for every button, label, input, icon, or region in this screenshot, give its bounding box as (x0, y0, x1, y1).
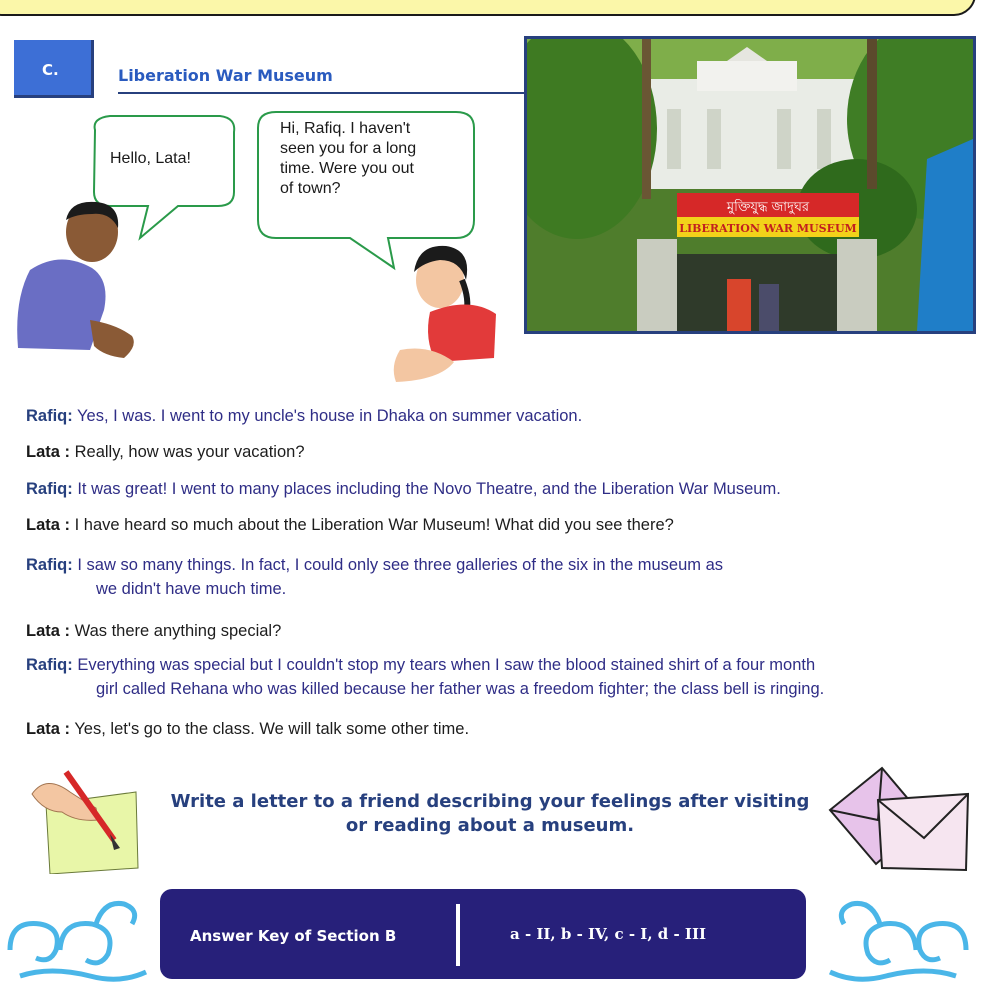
dialogue-text: I saw so many things. In fact, I could only see three galleries of the six in the museum as (77, 556, 723, 574)
dialogue-text-continued: we didn't have much time. (96, 580, 287, 598)
dialogue-text: Yes, let's go to the class. We will talk some other time. (74, 720, 470, 738)
writing-task (160, 790, 820, 838)
writing-hand-icon (26, 764, 146, 874)
speaker-label: Lata : (26, 720, 71, 738)
lata-figure (394, 246, 496, 382)
dialogue-text: Really, how was your vacation? (74, 443, 305, 461)
rafiq-bubble-text: Hello, Lata! (110, 150, 191, 167)
dialogue-text: Yes, I was. I went to my uncle's house in Dhaka on summer vacation. (77, 407, 583, 425)
dialogue-text: Was there anything special? (74, 622, 282, 640)
writing-task-line: or reading about a museum. (345, 815, 635, 836)
section-letter: C. (42, 61, 59, 79)
lata-bubble-line: time. Were you out (280, 160, 414, 177)
speaker-label: Rafiq: (26, 407, 73, 425)
speaker-label: Lata : (26, 516, 71, 534)
answer-key-divider (456, 904, 460, 966)
dialogue-text: It was great! I went to many places including the Novo Theatre, and the Liberation War Museum. (77, 480, 781, 498)
sign-bangla: মুক্তিযুদ্ধ জাদুঘর (726, 200, 810, 215)
sign-english: LIBERATION WAR MUSEUM (679, 222, 857, 235)
lata-bubble-text (280, 119, 465, 199)
section-title: Liberation War Museum (118, 66, 333, 85)
speaker-label: Lata : (26, 443, 71, 461)
rafiq-figure (17, 202, 134, 358)
museum-photo-illustration (527, 39, 973, 331)
section-underline (118, 92, 524, 94)
swirl-ornament-right (816, 880, 976, 984)
dialogue-line (26, 553, 723, 598)
answer-key-value: a - II, b - IV, c - I, d - III (510, 925, 706, 943)
writing-task-line: Write a letter to a friend describing your feelings after visiting (170, 791, 810, 812)
museum-photo (524, 36, 976, 334)
speaker-label: Lata : (26, 622, 71, 640)
dialogue-text: I have heard so much about the Liberation War Museum! What did you see there? (74, 516, 674, 534)
dialogue-line (26, 440, 305, 464)
lata-bubble-line: of town? (280, 180, 341, 197)
dialogue-line (26, 653, 825, 698)
lata-bubble-line: seen you for a long (280, 140, 417, 157)
dialogue-text: Everything was special but I couldn't stop my tears when I saw the blood stained shirt of a four month (77, 656, 816, 674)
answer-key-label: Answer Key of Section B (190, 927, 397, 945)
speaker-label: Rafiq: (26, 556, 73, 574)
speaker-label: Rafiq: (26, 656, 73, 674)
speaker-label: Rafiq: (26, 480, 73, 498)
dialogue-text-continued: girl called Rehana who was killed because her father was a freedom fighter; the class bell is ringing. (96, 680, 825, 698)
dialogue-line (26, 513, 674, 537)
top-banner (0, 0, 976, 16)
lata-bubble-line: Hi, Rafiq. I haven't (280, 120, 411, 137)
dialogue-line (26, 717, 469, 741)
dialogue-line (26, 619, 281, 643)
envelope-icon (826, 760, 972, 876)
dialogue-line (26, 404, 582, 428)
swirl-ornament-left (0, 880, 150, 984)
dialogue-line (26, 477, 781, 501)
